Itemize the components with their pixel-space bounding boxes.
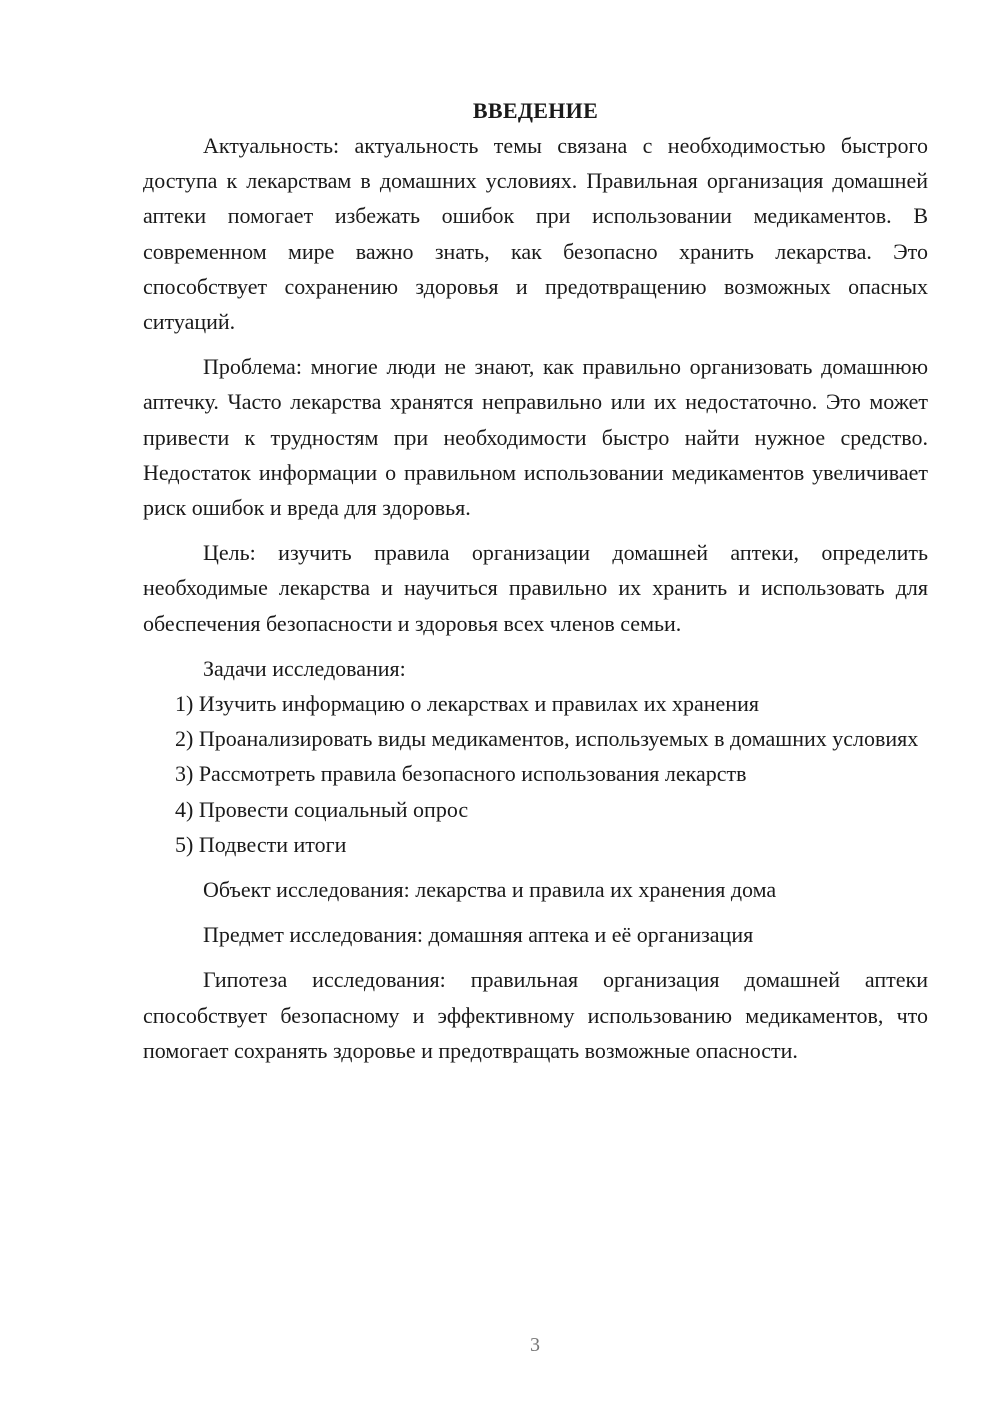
object-paragraph: Объект исследования: лекарства и правила их хранения дома xyxy=(203,877,777,903)
task-item: 2) Проанализировать виды медикаментов, используемых в домашних условиях xyxy=(175,726,919,752)
task-item: 3) Рассмотреть правила безопасного использования лекарств xyxy=(175,761,747,787)
problem-paragraph: Проблема: многие люди не знают, как правильно организовать домашнюю аптечку. Часто лекарства хранятся неправильно или их недостаточно. Это может привести к трудностям при необходимости быстро найти нужное средство. Недостаток информации о правильном использовании медикаментов увеличивает риск ошибок и вреда для здоровья. xyxy=(143,354,928,521)
page-number: 3 xyxy=(530,1334,540,1356)
task-item: 1) Изучить информацию о лекарствах и правилах их хранения xyxy=(175,691,759,717)
section-title: ВВЕДЕНИЕ xyxy=(472,98,599,123)
tasks-heading: Задачи исследования: xyxy=(203,655,406,681)
subject-paragraph: Предмет исследования: домашняя аптека и её организация xyxy=(203,922,754,948)
hypothesis-paragraph: Гипотеза исследования: правильная организация домашней аптеки способствует безопасному и эффективному использованию медикаментов, что помогает сохранять здоровье и предотвращать возможные опасности. xyxy=(143,967,928,1063)
page-content xyxy=(143,90,928,1068)
task-item: 4) Провести социальный опрос xyxy=(175,796,469,822)
task-item: 5) Подвести итоги xyxy=(175,831,347,857)
relevance-paragraph: Актуальность: актуальность темы связана с необходимостью быстрого доступа к лекарствам в домашних условиях. Правильная организация домашней аптеки помогает избежать ошибок при использовании медикаментов. В современном мире важно знать, как безопасно хранить лекарства. Это способствует сохранению здоровья и предотвращению возможных опасных ситуаций. xyxy=(143,133,928,335)
goal-paragraph: Цель: изучить правила организации домашней аптеки, определить необходимые лекарства и научиться правильно их хранить и использовать для обеспечения безопасности и здоровья всех членов семьи. xyxy=(143,540,928,636)
